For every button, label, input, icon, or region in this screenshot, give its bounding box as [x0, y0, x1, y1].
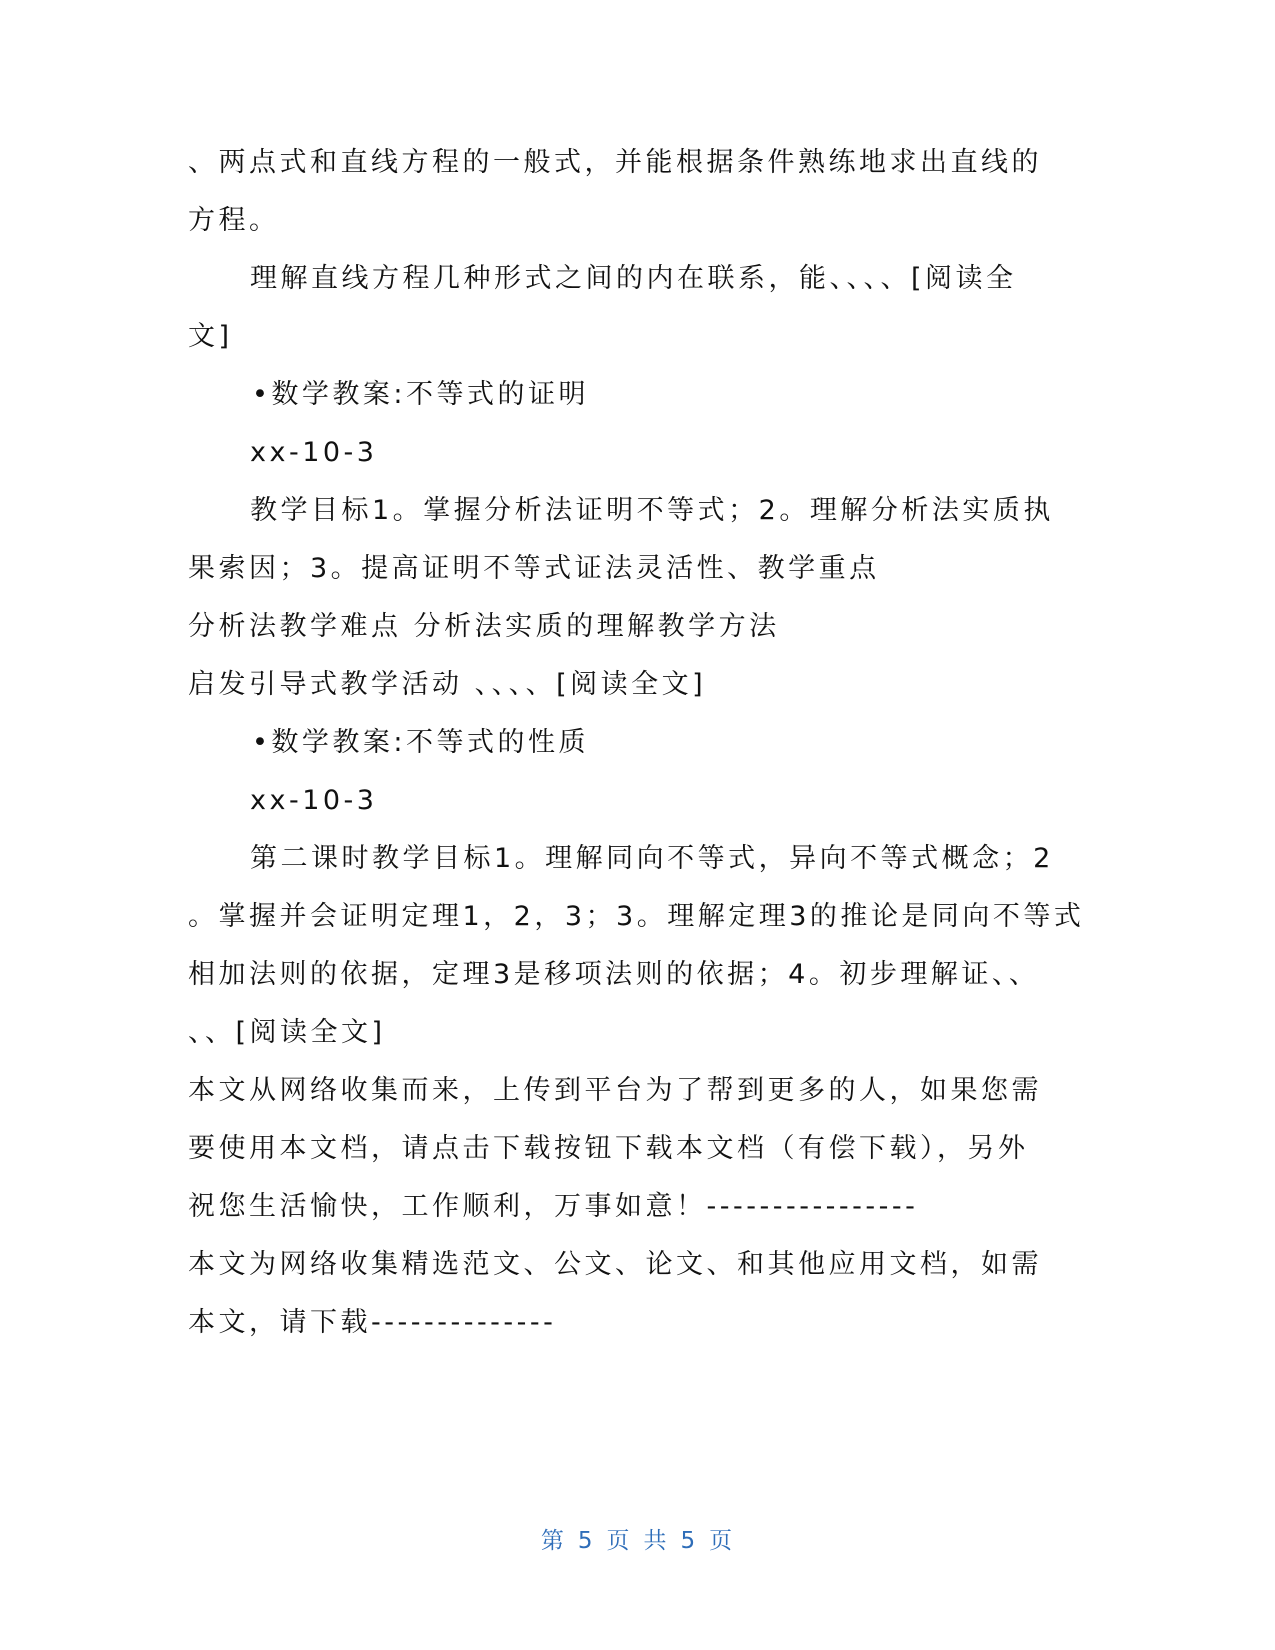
body-text-line: 第二课时教学目标1。理解同向不等式，异向不等式概念；2: [250, 843, 1054, 874]
body-text-line: 。掌握并会证明定理1，2，3；3。理解定理3的推论是同向不等式: [188, 901, 1085, 932]
body-text-line: 果索因；3。提高证明不等式证法灵活性、教学重点: [188, 553, 880, 584]
body-text-line: 启发引导式教学活动 、、、、[阅读全文]: [188, 669, 707, 700]
body-text-line: 、、[阅读全文]: [188, 1017, 386, 1048]
page-footer: [0, 1522, 1275, 1555]
body-text-line: 文]: [188, 321, 233, 352]
footer-label: 页: [606, 1528, 632, 1554]
article-link-title[interactable]: •数学教案:不等式的证明: [252, 379, 590, 410]
disclaimer-line: 本文，请下载--------------: [188, 1307, 557, 1338]
article-link-title[interactable]: •数学教案:不等式的性质: [252, 727, 590, 758]
body-text-line: 、两点式和直线方程的一般式，并能根据条件熟练地求出直线的: [188, 147, 1042, 178]
footer-label: 页: [709, 1528, 735, 1554]
body-text-line: 相加法则的依据，定理3是移项法则的依据；4。初步理解证、、: [188, 959, 1040, 990]
current-page-number: 5: [577, 1528, 595, 1554]
article-date: xx-10-3: [250, 437, 378, 468]
disclaimer-line: 祝您生活愉快，工作顺利，万事如意！----------------: [188, 1191, 919, 1222]
disclaimer-line: 本文为网络收集精选范文、公文、论文、和其他应用文档，如需: [188, 1249, 1042, 1280]
body-text-line: 方程。: [188, 205, 280, 236]
footer-label: 第: [540, 1528, 566, 1554]
article-date: xx-10-3: [250, 785, 378, 816]
disclaimer-line: 本文从网络收集而来，上传到平台为了帮到更多的人，如果您需: [188, 1075, 1042, 1106]
footer-label: 共: [643, 1528, 669, 1554]
disclaimer-line: 要使用本文档，请点击下载按钮下载本文档（有偿下载），另外: [188, 1133, 1029, 1164]
body-text-line: 分析法教学难点 分析法实质的理解教学方法: [188, 611, 780, 642]
body-text-line: 理解直线方程几种形式之间的内在联系，能、、、、[阅读全: [250, 263, 1017, 294]
body-text-line: 教学目标1。掌握分析法证明不等式；2。理解分析法实质执: [250, 495, 1054, 526]
total-pages-number: 5: [680, 1528, 698, 1554]
